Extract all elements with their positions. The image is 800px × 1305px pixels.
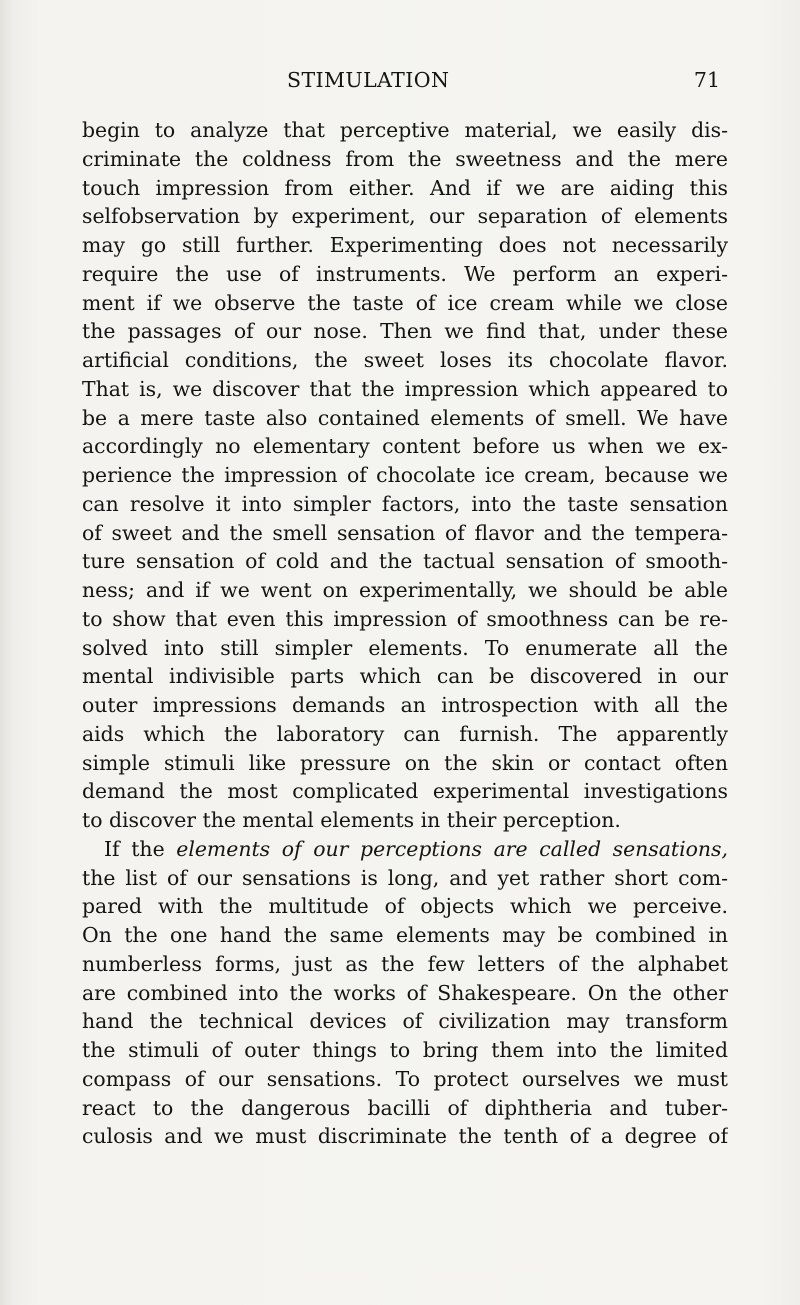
text-line: pared with the multitude of objects which we perceive. [82,894,728,919]
text-line: the list of our sensations is long, and yet rather short com- [82,865,728,890]
text-line: to discover the mental elements in their perception. [82,808,621,832]
text-line: begin to analyze that perceptive material, we easily dis- [82,118,728,142]
text-line: perience the impression of chocolate ice cream, because we [82,463,728,487]
body-text [82,116,728,1151]
text-line: numberless forms, just as the few letters of the alphabet [82,951,728,976]
text-line: artificial conditions, the sweet loses its chocolate flavor. [82,348,728,372]
text-line: outer impressions demands an introspection with all the [82,693,728,717]
text-line: compass of our sensations. To protect ourselves we must [82,1066,728,1091]
text-line: culosis and we must discriminate the tenth of a degree of [82,1124,728,1149]
text-line: On the one hand the same elements may be combined in [82,923,728,947]
text-line: touch impression from either. And if we are aiding this [82,175,728,200]
page-number: 71 [693,68,720,92]
text-line: require the use of instruments. We perform an experi- [82,261,728,286]
text-line: selfobservation by experiment, our separation of elements [82,204,728,229]
text-line: react to the dangerous bacilli of diphtheria and tuber- [82,1095,728,1120]
text-line: That is, we discover that the impression which appeared to [82,376,728,401]
running-head: STIMULATION [287,68,450,92]
text-line: ture sensation of cold and the tactual sensation of smooth- [82,549,728,574]
text-line: simple stimuli like pressure on the skin or contact often [82,750,728,775]
text-line: the passages of our nose. Then we find that, under these [82,319,728,344]
text-line: accordingly no elementary content before us when we ex- [82,434,728,459]
text-line: hand the technical devices of civilization may transform [82,1009,728,1034]
text-line: to show that even this impression of smoothness can be re- [82,606,728,631]
paragraph-lead: If the [104,836,177,861]
text-line: solved into still simpler elements. To enumerate all the [82,635,728,660]
text-line: ment if we observe the taste of ice cream while we close [82,290,728,315]
page-header [0,68,800,98]
text-line: are combined into the works of Shakespeare. On the other [82,980,728,1005]
text-line: ness; and if we went on experimentally, we should be able [82,578,728,602]
text-line: the stimuli of outer things to bring them into the limited [82,1038,728,1062]
text-line: demand the most complicated experimental investigations [82,779,728,804]
paragraph-first-line [82,835,728,864]
text-line: can resolve it into simpler factors, into the taste sensation [82,491,728,516]
text-line: of sweet and the smell sensation of flavor and the tempera- [82,520,728,545]
text-line: may go still further. Experimenting does not necessarily [82,233,728,257]
text-line: be a mere taste also contained elements of smell. We have [82,405,728,430]
text-line: criminate the coldness from the sweetness and the mere [82,146,728,171]
italic-phrase: elements of our perceptions are called sensations, [176,836,728,861]
text-line: mental indivisible parts which can be discovered in our [82,664,728,689]
text-line: aids which the laboratory can furnish. The apparently [82,721,728,746]
